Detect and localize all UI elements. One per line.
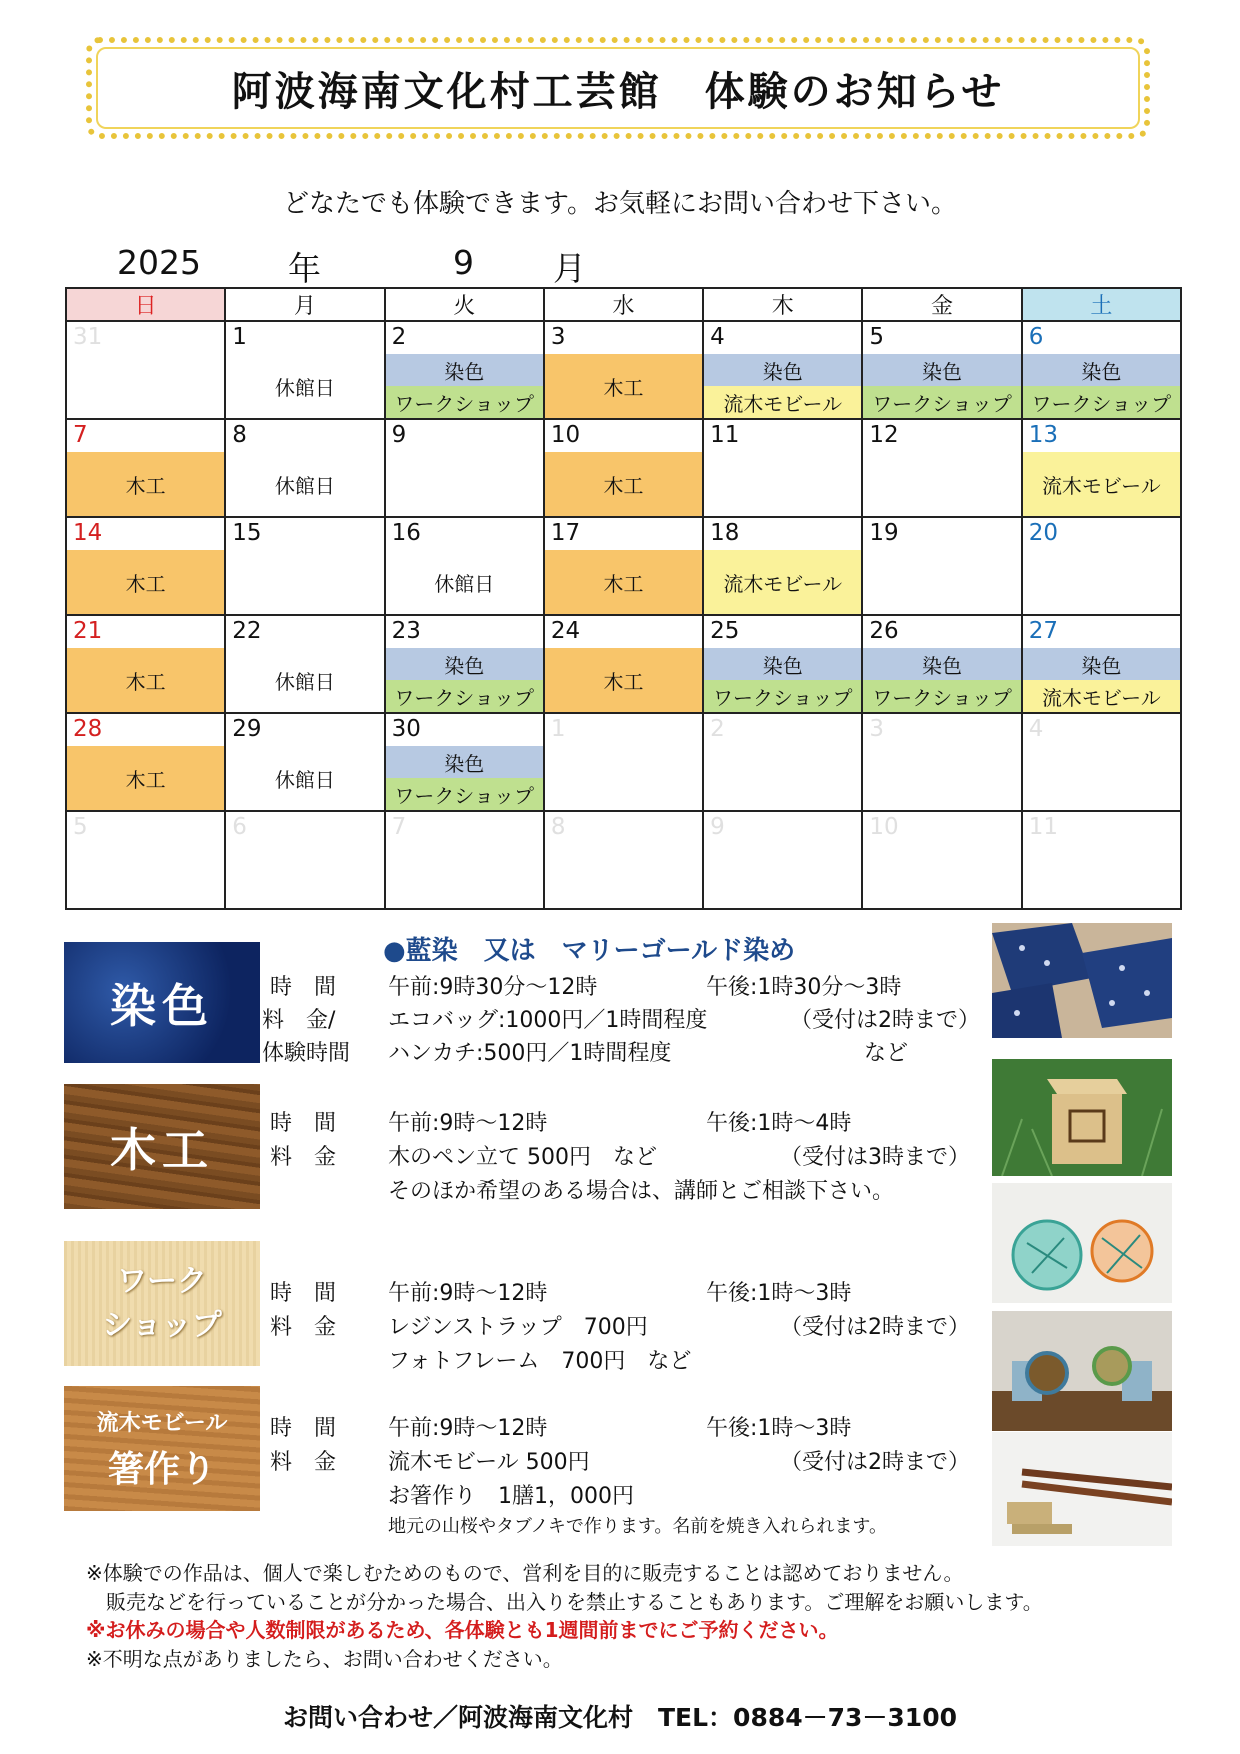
calendar-day-cell — [66, 811, 225, 909]
calendar-day-cell — [225, 321, 384, 419]
dye-time-label: 時 間 — [270, 975, 337, 1000]
day-number: 6 — [1028, 324, 1044, 350]
event-closed: 休館日 — [274, 473, 335, 498]
calendar-day-cell — [544, 321, 703, 419]
day-number: 14 — [73, 520, 103, 546]
calendar-day-cell — [544, 811, 703, 909]
day-number: 7 — [73, 422, 88, 448]
calendar-day-cell — [544, 615, 703, 713]
weekday-header: 水 — [544, 288, 703, 321]
wood-label-image — [64, 1084, 260, 1209]
weekday-header: 月 — [225, 288, 384, 321]
event-ws: ワークショップ — [386, 778, 543, 810]
event-ws: ワークショップ — [1023, 386, 1180, 418]
calendar-day-cell — [225, 713, 384, 811]
driftwood-fee-chopsticks: お箸作り 1膳1，000円 — [388, 1484, 634, 1509]
dye-am-time: 午前:9時30分～12時 — [388, 975, 598, 1000]
title-banner — [86, 37, 1150, 139]
event-dye: 染色 — [386, 746, 543, 778]
calendar-week-row — [66, 811, 1181, 909]
calendar-day-cell — [862, 713, 1021, 811]
calendar-day-cell — [225, 615, 384, 713]
driftwood-label-image — [64, 1386, 260, 1511]
day-number: 17 — [550, 520, 581, 546]
driftwood-label-text-2: 箸作り — [107, 1447, 216, 1490]
workshop-label-image — [64, 1241, 260, 1366]
weekday-header: 火 — [385, 288, 544, 321]
day-number: 23 — [391, 618, 421, 644]
chopsticks-photo — [992, 1432, 1172, 1546]
calendar-month: 9 — [453, 243, 474, 282]
calendar-day-cell — [703, 321, 862, 419]
workshop-fee-photoframe: フォトフレーム 700円 など — [388, 1349, 692, 1374]
event-closed: 休館日 — [274, 669, 335, 694]
calendar-year: 2025 — [117, 243, 201, 282]
calendar-day-cell — [862, 517, 1021, 615]
calendar-day-cell — [66, 517, 225, 615]
calendar-day-cell — [1022, 321, 1181, 419]
day-number: 18 — [710, 520, 740, 546]
driftwood-reception: （受付は2時まで） — [780, 1450, 970, 1475]
day-number: 5 — [73, 814, 88, 840]
day-number: 12 — [869, 422, 899, 448]
note-inquiry: ※不明な点がありましたら、お問い合わせください。 — [86, 1647, 563, 1671]
calendar-day-cell — [703, 419, 862, 517]
day-number: 30 — [391, 716, 421, 742]
day-number: 22 — [232, 618, 262, 644]
day-number: 8 — [550, 814, 566, 840]
note-resale-ban: 販売などを行っていることが分かった場合、出入りを禁止することもあります。ご理解をお願いします。 — [106, 1590, 1043, 1614]
event-drift: 流木モビール — [1023, 452, 1180, 516]
page-title: 阿波海南文化村工芸館 体験のお知らせ — [231, 68, 1005, 115]
calendar-week-row — [66, 713, 1181, 811]
driftwood-pm-time: 午後:1時～3時 — [706, 1416, 852, 1441]
day-number: 26 — [869, 618, 899, 644]
calendar-day-cell — [385, 321, 544, 419]
event-closed: 休館日 — [274, 767, 335, 792]
calendar-day-cell — [385, 615, 544, 713]
event-closed: 休館日 — [434, 571, 495, 596]
calendar-day-cell — [703, 517, 862, 615]
event-dye: 染色 — [386, 354, 543, 386]
event-dye: 染色 — [704, 648, 861, 680]
calendar-day-cell — [225, 419, 384, 517]
indigo-cloth-photo — [992, 923, 1172, 1038]
day-number: 28 — [73, 716, 103, 742]
driftwood-fee-label: 料 金 — [270, 1450, 337, 1475]
event-ws: ワークショップ — [704, 680, 861, 712]
event-dye: 染色 — [1023, 648, 1180, 680]
day-number: 11 — [1028, 814, 1058, 840]
calendar-day-cell — [385, 811, 544, 909]
event-drift: 流木モビール — [704, 550, 861, 614]
workshop-label-text-2: ショップ — [102, 1307, 222, 1343]
event-wood: 木工 — [545, 354, 702, 418]
day-number: 15 — [232, 520, 262, 546]
weekday-header: 木 — [703, 288, 862, 321]
calendar-day-cell — [1022, 615, 1181, 713]
wood-note: そのほか希望のある場合は、講師とご相談下さい。 — [388, 1179, 895, 1204]
event-wood: 木工 — [545, 452, 702, 516]
calendar-grid — [65, 287, 1182, 910]
event-wood: 木工 — [67, 550, 224, 614]
event-wood: 木工 — [67, 452, 224, 516]
calendar-day-cell — [544, 713, 703, 811]
event-drift: 流木モビール — [1023, 680, 1180, 712]
event-closed: 休館日 — [274, 375, 335, 400]
workshop-fee-resin: レジンストラップ 700円 — [388, 1315, 648, 1340]
calendar-day-cell — [385, 419, 544, 517]
dye-label-text: 染色 — [110, 978, 214, 1033]
driftwood-label-text-1: 流木モビール — [96, 1409, 228, 1436]
calendar-day-cell — [66, 713, 225, 811]
calendar-week-row — [66, 517, 1181, 615]
calendar-day-cell — [385, 517, 544, 615]
hanging-mobile-photo — [992, 1311, 1172, 1431]
calendar-day-cell — [703, 615, 862, 713]
workshop-label-text-1: ワーク — [117, 1263, 207, 1299]
event-ws: ワークショップ — [386, 680, 543, 712]
workshop-time-label: 時 間 — [270, 1281, 337, 1306]
dye-heading: ●藍染 又は マリーゴールド染め — [383, 936, 796, 966]
calendar-month-unit: 月 — [553, 249, 586, 288]
driftwood-time-label: 時 間 — [270, 1416, 337, 1441]
wooden-penstand-photo — [992, 1059, 1172, 1176]
calendar-day-cell — [862, 811, 1021, 909]
workshop-fee-label: 料 金 — [270, 1315, 337, 1340]
calendar-day-cell — [66, 321, 225, 419]
calendar-header-row — [66, 288, 1181, 321]
calendar-day-cell — [225, 811, 384, 909]
page-subtitle: どなたでも体験できます。お気軽にお問い合わせ下さい。 — [283, 189, 957, 219]
day-number: 16 — [391, 520, 421, 546]
event-dye: 染色 — [386, 648, 543, 680]
day-number: 24 — [550, 618, 581, 644]
day-number: 9 — [710, 814, 725, 840]
dye-etc: など — [864, 1041, 909, 1066]
day-number: 2 — [391, 324, 407, 350]
calendar-day-cell — [703, 713, 862, 811]
day-number: 3 — [869, 716, 885, 742]
calendar-day-cell — [1022, 517, 1181, 615]
dye-label-image — [64, 942, 260, 1063]
day-number: 11 — [710, 422, 740, 448]
wood-time-label: 時 間 — [270, 1111, 337, 1136]
calendar-day-cell — [385, 713, 544, 811]
dye-duration-label: 体験時間 — [262, 1041, 351, 1066]
driftwood-fee-mobile: 流木モビール 500円 — [388, 1450, 590, 1475]
event-ws: ワークショップ — [386, 386, 543, 418]
event-drift: 流木モビール — [704, 386, 861, 418]
day-number: 1 — [232, 324, 247, 350]
calendar-day-cell — [703, 811, 862, 909]
driftwood-am-time: 午前:9時～12時 — [388, 1416, 548, 1441]
event-wood: 木工 — [67, 746, 224, 810]
contact-info: お問い合わせ／阿波海南文化村 TEL：0884－73－3100 — [282, 1703, 957, 1732]
driftwood-note: 地元の山桜やタブノキで作ります。名前を焼き入れられます。 — [388, 1516, 887, 1537]
calendar-year-unit: 年 — [288, 249, 321, 288]
wood-pm-time: 午後:1時～4時 — [706, 1111, 852, 1136]
dye-pm-time: 午後:1時30分～3時 — [706, 975, 902, 1000]
weekday-header: 日 — [66, 288, 225, 321]
workshop-pm-time: 午後:1時～3時 — [706, 1281, 852, 1306]
day-number: 5 — [869, 324, 885, 350]
wood-fee-penstand: 木のペン立て 500円 など — [388, 1145, 657, 1170]
calendar-day-cell — [66, 419, 225, 517]
day-number: 3 — [550, 324, 566, 350]
day-number: 31 — [73, 324, 103, 350]
wood-label-text: 木工 — [110, 1122, 214, 1177]
day-number: 9 — [391, 422, 407, 448]
dye-fee-handkerchief: ハンカチ:500円／1時間程度 — [388, 1041, 672, 1066]
event-dye: 染色 — [704, 354, 861, 386]
calendar-week-row — [66, 419, 1181, 517]
calendar-day-cell — [544, 517, 703, 615]
event-wood: 木工 — [545, 648, 702, 712]
event-dye: 染色 — [1023, 354, 1180, 386]
day-number: 21 — [73, 618, 103, 644]
day-number: 27 — [1028, 618, 1058, 644]
day-number: 10 — [869, 814, 899, 840]
calendar-day-cell — [1022, 811, 1181, 909]
day-number: 20 — [1028, 520, 1058, 546]
calendar-day-cell — [1022, 713, 1181, 811]
calendar-day-cell — [544, 419, 703, 517]
calendar-day-cell — [1022, 419, 1181, 517]
day-number: 10 — [550, 422, 581, 448]
note-reservation: ※お休みの場合や人数制限があるため、各体験とも1週間前までにご予約ください。 — [86, 1618, 839, 1642]
note-resale-policy: ※体験での作品は、個人で楽しむためのもので、営利を目的に販売することは認めておりません。 — [86, 1561, 964, 1585]
event-wood: 木工 — [545, 550, 702, 614]
calendar-week-row — [66, 615, 1181, 713]
day-number: 25 — [710, 618, 740, 644]
day-number: 2 — [710, 716, 725, 742]
calendar-day-cell — [66, 615, 225, 713]
day-number: 8 — [232, 422, 247, 448]
weekday-header: 土 — [1022, 288, 1181, 321]
dye-fee-label: 料 金/ — [262, 1008, 336, 1033]
event-dye: 染色 — [863, 354, 1020, 386]
calendar-day-cell — [862, 615, 1021, 713]
wood-reception: （受付は3時まで） — [780, 1145, 970, 1170]
day-number: 13 — [1028, 422, 1058, 448]
wood-am-time: 午前:9時～12時 — [388, 1111, 548, 1136]
day-number: 4 — [1028, 716, 1044, 742]
weekday-header: 金 — [862, 288, 1021, 321]
dye-fee-ecobag: エコバッグ:1000円／1時間程度 — [388, 1008, 708, 1033]
wood-fee-label: 料 金 — [270, 1145, 337, 1170]
event-ws: ワークショップ — [863, 386, 1020, 418]
event-ws: ワークショップ — [863, 680, 1020, 712]
workshop-reception: （受付は2時まで） — [780, 1315, 970, 1340]
day-number: 29 — [232, 716, 262, 742]
day-number: 1 — [550, 716, 566, 742]
calendar-body — [66, 321, 1181, 909]
calendar-week-row — [66, 321, 1181, 419]
event-dye: 染色 — [863, 648, 1020, 680]
day-number: 7 — [391, 814, 407, 840]
workshop-am-time: 午前:9時～12時 — [388, 1281, 548, 1306]
calendar-day-cell — [225, 517, 384, 615]
glass-float-photo — [992, 1183, 1172, 1303]
event-wood: 木工 — [67, 648, 224, 712]
day-number: 6 — [232, 814, 247, 840]
day-number: 4 — [710, 324, 725, 350]
calendar-day-cell — [862, 419, 1021, 517]
calendar-day-cell — [862, 321, 1021, 419]
day-number: 19 — [869, 520, 899, 546]
dye-reception: （受付は2時まで） — [790, 1008, 980, 1033]
